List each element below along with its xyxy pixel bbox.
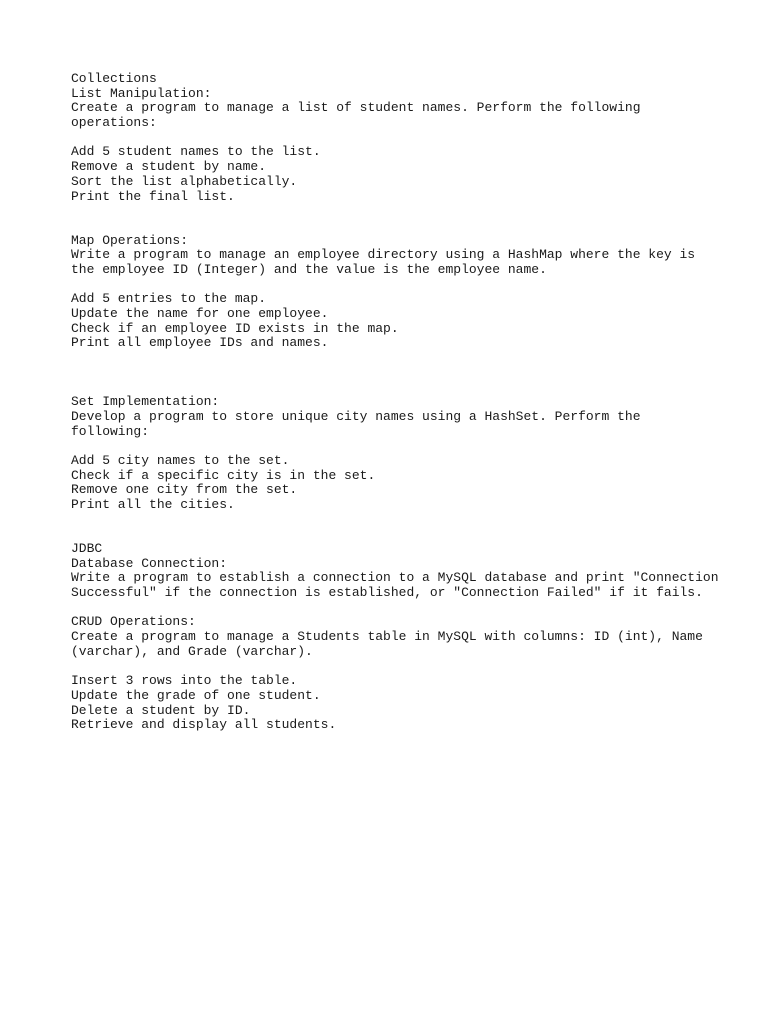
subheading-database-connection: Database Connection: [71, 555, 228, 571]
list-item: Delete a student by ID. [71, 702, 251, 718]
blank-line [71, 527, 751, 542]
paragraph-line: Write a program to establish a connection to a MySQL database and print "Connection [71, 570, 719, 586]
paragraph-line: operations: [71, 115, 157, 131]
list-item: Print all employee IDs and names. [71, 335, 329, 351]
paragraph-line: Successful" if the connection is established, or "Connection Failed" if it fails. [71, 585, 703, 601]
blank-line [71, 131, 751, 146]
list-item: Add 5 city names to the set. [71, 452, 290, 468]
list-item: Print the final list. [71, 188, 235, 204]
blank-line [71, 204, 751, 219]
document-page [71, 72, 751, 733]
paragraph-line: Write a program to manage an employee directory using a HashMap where the key is [71, 247, 696, 263]
list-item: Check if an employee ID exists in the map. [71, 320, 399, 336]
section-heading-collections: Collections [71, 71, 157, 86]
paragraph-line: following: [71, 423, 150, 439]
subheading-map-operations: Map Operations: [71, 232, 189, 248]
list-item: Update the name for one employee. [71, 306, 329, 321]
blank-line [71, 278, 751, 293]
paragraph-line: Create a program to manage a list of student names. Perform the following [71, 100, 641, 116]
blank-line [71, 366, 751, 381]
blank-line [71, 513, 751, 528]
paragraph-line: Create a program to manage a Students table in MySQL with columns: ID (int), Name [71, 629, 703, 645]
list-item: Add 5 entries to the map. [71, 291, 267, 307]
blank-line [71, 660, 751, 675]
list-item: Insert 3 rows into the table. [71, 673, 298, 689]
blank-line [71, 219, 751, 234]
section-heading-jdbc: JDBC [71, 541, 103, 556]
blank-line [71, 380, 751, 395]
blank-line [71, 351, 751, 366]
blank-line [71, 601, 751, 616]
list-item: Add 5 student names to the list. [71, 144, 321, 160]
blank-line [71, 439, 751, 454]
paragraph-line: the employee ID (Integer) and the value is the employee name. [71, 261, 547, 277]
list-item: Print all the cities. [71, 496, 235, 512]
list-item: Sort the list alphabetically. [71, 173, 298, 189]
list-item: Remove a student by name. [71, 159, 267, 175]
subheading-set-implementation: Set Implementation: [71, 394, 220, 410]
list-item: Retrieve and display all students. [71, 717, 337, 733]
list-item: Update the grade of one student. [71, 687, 321, 703]
subheading-crud-operations: CRUD Operations: [71, 614, 196, 630]
paragraph-line: (varchar), and Grade (varchar). [71, 643, 313, 659]
list-item: Check if a specific city is in the set. [71, 467, 376, 483]
subheading-list-manipulation: List Manipulation: [71, 85, 212, 101]
paragraph-line: Develop a program to store unique city names using a HashSet. Perform the [71, 408, 641, 424]
list-item: Remove one city from the set. [71, 482, 298, 498]
